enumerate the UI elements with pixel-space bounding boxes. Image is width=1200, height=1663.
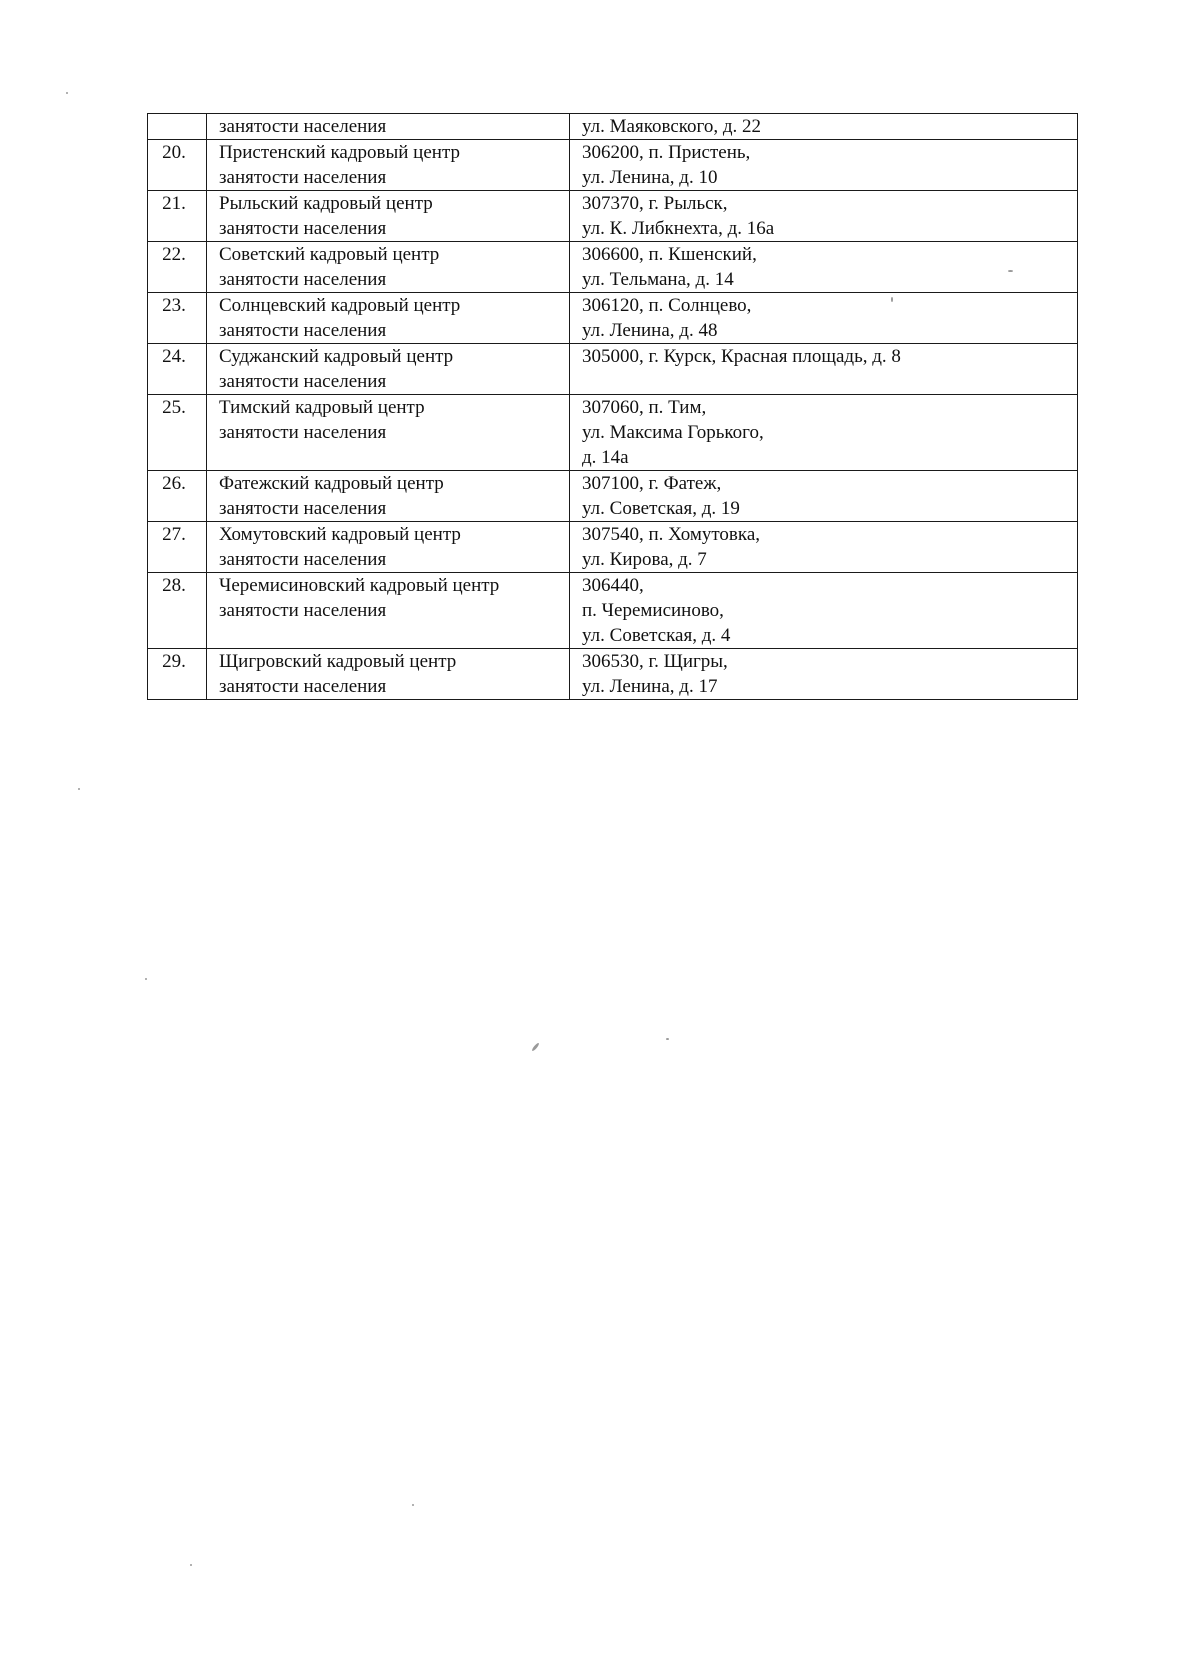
center-name-line: занятости населения xyxy=(219,269,387,290)
address-cell xyxy=(570,649,1078,700)
address-cell xyxy=(570,140,1078,191)
address-line: 306120, п. Солнцево, xyxy=(582,295,752,316)
center-name-cell xyxy=(207,191,570,242)
center-name-line: занятости населения xyxy=(219,676,387,697)
address-line: ул. К. Либкнехта, д. 16а xyxy=(582,218,775,239)
address-cell xyxy=(570,242,1078,293)
center-name-cell xyxy=(207,649,570,700)
table-row xyxy=(148,344,1078,395)
scan-speck xyxy=(66,92,68,94)
address-cell xyxy=(570,395,1078,471)
center-name-cell xyxy=(207,344,570,395)
address-line: 306200, п. Пристень, xyxy=(582,142,751,163)
row-number xyxy=(148,114,207,140)
center-name-cell xyxy=(207,293,570,344)
center-name-line: занятости населения xyxy=(219,549,387,570)
center-name-line: Солнцевский кадровый центр xyxy=(219,295,461,316)
row-number: 22. xyxy=(148,242,207,293)
table-row xyxy=(148,114,1078,140)
center-name-cell xyxy=(207,471,570,522)
scan-speck xyxy=(666,1038,669,1040)
address-cell xyxy=(570,114,1078,140)
table-row xyxy=(148,471,1078,522)
center-name-line: Советский кадровый центр xyxy=(219,244,440,265)
address-line: 306440, xyxy=(582,575,644,596)
center-name-line: Хомутовский кадровый центр xyxy=(219,524,461,545)
address-cell xyxy=(570,191,1078,242)
address-line: 307060, п. Тим, xyxy=(582,397,707,418)
center-name-cell xyxy=(207,114,570,140)
address-line: ул. Ленина, д. 10 xyxy=(582,167,718,188)
center-name-line: занятости населения xyxy=(219,498,387,519)
center-name-line: занятости населения xyxy=(219,218,387,239)
address-line: 307540, п. Хомутовка, xyxy=(582,524,761,545)
address-line: д. 14а xyxy=(582,447,629,468)
table-row xyxy=(148,140,1078,191)
center-name-cell xyxy=(207,573,570,649)
address-line: 307100, г. Фатеж, xyxy=(582,473,722,494)
table-row xyxy=(148,522,1078,573)
center-name-line: занятости населения xyxy=(219,600,387,621)
address-line: ул. Ленина, д. 17 xyxy=(582,676,718,697)
scan-speck xyxy=(531,1042,540,1052)
address-cell xyxy=(570,573,1078,649)
center-name-cell xyxy=(207,140,570,191)
row-number: 26. xyxy=(148,471,207,522)
center-name-cell xyxy=(207,522,570,573)
address-line: ул. Тельмана, д. 14 xyxy=(582,269,734,290)
table-row xyxy=(148,191,1078,242)
scan-speck xyxy=(1008,270,1013,272)
center-name-line: занятости населения xyxy=(219,371,387,392)
employment-centers-table xyxy=(147,113,1078,700)
address-line: 306600, п. Кшенский, xyxy=(582,244,757,265)
row-number: 28. xyxy=(148,573,207,649)
table-row xyxy=(148,242,1078,293)
address-line: ул. Кирова, д. 7 xyxy=(582,549,707,570)
row-number: 24. xyxy=(148,344,207,395)
row-number: 21. xyxy=(148,191,207,242)
scan-speck xyxy=(891,297,893,302)
address-line: 307370, г. Рыльск, xyxy=(582,193,728,214)
table-row xyxy=(148,293,1078,344)
row-number: 27. xyxy=(148,522,207,573)
address-line: 306530, г. Щигры, xyxy=(582,651,728,672)
address-line: ул. Советская, д. 19 xyxy=(582,498,740,519)
center-name-line: занятости населения xyxy=(219,116,387,137)
center-name-line: Тимский кадровый центр xyxy=(219,397,425,418)
center-name-line: занятости населения xyxy=(219,320,387,341)
address-cell xyxy=(570,522,1078,573)
table-row xyxy=(148,649,1078,700)
center-name-line: Щигровский кадровый центр xyxy=(219,651,457,672)
scan-speck xyxy=(78,788,80,790)
row-number: 20. xyxy=(148,140,207,191)
center-name-line: Фатежский кадровый центр xyxy=(219,473,444,494)
scan-speck xyxy=(412,1504,414,1506)
scan-speck xyxy=(190,1564,192,1566)
center-name-line: Суджанский кадровый центр xyxy=(219,346,454,367)
center-name-line: Черемисиновский кадровый центр xyxy=(219,575,500,596)
address-line: 305000, г. Курск, Красная площадь, д. 8 xyxy=(582,346,901,367)
center-name-line: занятости населения xyxy=(219,167,387,188)
address-line: ул. Максима Горького, xyxy=(582,422,764,443)
center-name-cell xyxy=(207,242,570,293)
table-row xyxy=(148,573,1078,649)
address-cell xyxy=(570,344,1078,395)
table-row xyxy=(148,395,1078,471)
row-number: 29. xyxy=(148,649,207,700)
row-number: 25. xyxy=(148,395,207,471)
address-cell xyxy=(570,471,1078,522)
center-name-line: занятости населения xyxy=(219,422,387,443)
address-line: ул. Советская, д. 4 xyxy=(582,625,731,646)
address-line: п. Черемисиново, xyxy=(582,600,724,621)
center-name-line: Пристенский кадровый центр xyxy=(219,142,460,163)
address-cell xyxy=(570,293,1078,344)
center-name-cell xyxy=(207,395,570,471)
row-number: 23. xyxy=(148,293,207,344)
address-line: ул. Ленина, д. 48 xyxy=(582,320,718,341)
address-line: ул. Маяковского, д. 22 xyxy=(582,116,762,137)
scan-speck xyxy=(145,978,147,980)
table-body xyxy=(148,114,1078,700)
center-name-line: Рыльский кадровый центр xyxy=(219,193,433,214)
